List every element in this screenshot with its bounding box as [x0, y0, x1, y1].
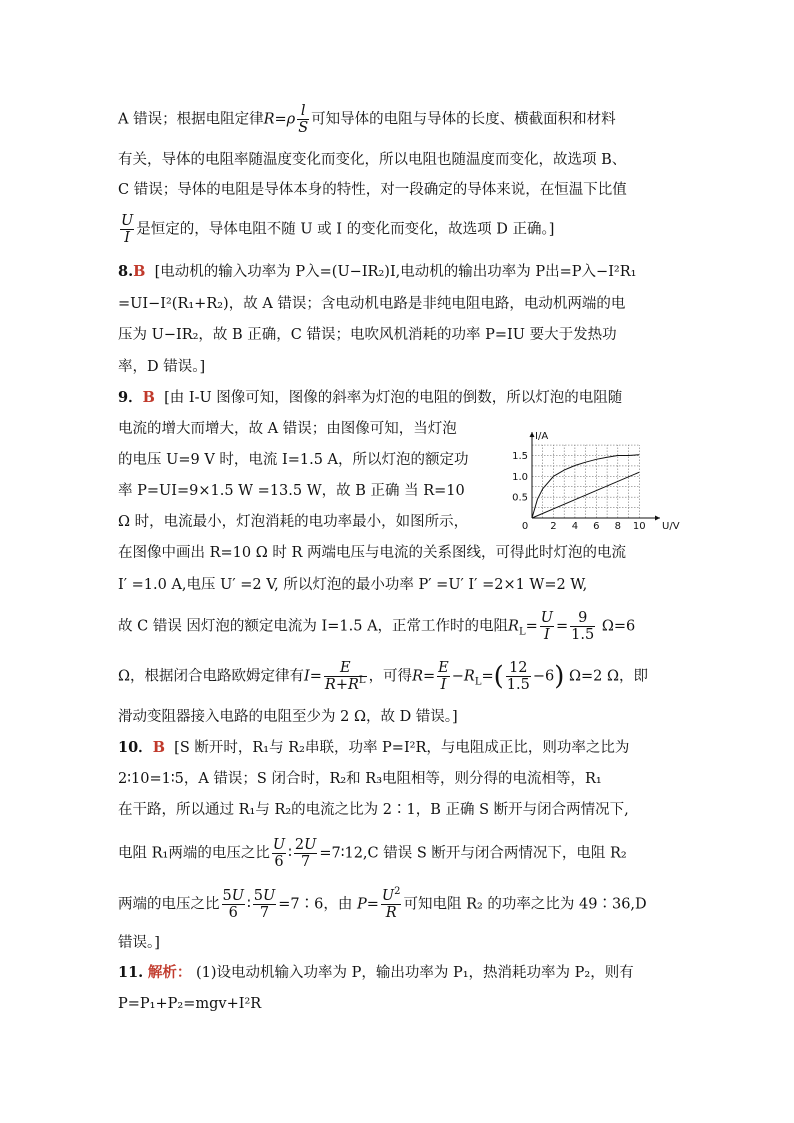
q11-line-1: 11. 解析： (1)设电动机输入功率为 P，输出功率为 P₁，热消耗功率为 P₂，则有: [118, 964, 634, 981]
q8-line-2: =UI−I²(R₁+R₂)，故 A 错误；含电动机电路是非纯电阻电路，电动机两端的电: [118, 296, 626, 312]
q8-line-1: 8.B [电动机的输入功率为 P入=(U−IR₂)I,电动机的输出功率为 P出=P入−I²R₁: [118, 263, 637, 280]
q11-line-2: P=P₁+P₂=mgv+I²R: [118, 996, 262, 1012]
q10-line-1: 10．B [S 断开时，R₁与 R₂串联，功率 P=I²R，与电阻成正比，则功率之比为: [118, 739, 630, 756]
y-tick-label: 1.5: [512, 451, 528, 462]
x-tick-label: 8: [614, 521, 622, 532]
x-tick-label: 6: [593, 521, 600, 532]
q10-line-3: 在干路，所以通过 R₁与 R₂的电流之比为 2∶1，B 正确 S 断开与闭合两情况下,: [118, 802, 629, 818]
q10-line-2: 2∶10=1∶5，A 错误；S 闭合时，R₂和 R₃电阻相等，则分得的电流相等，R₁: [118, 771, 602, 787]
u-over-i-fraction: $\frac{U}{I}$: [121, 213, 134, 246]
q9-line-4: 率 P=UI=9×1.5 W =13.5 W，故 B 正确 当 R=10: [118, 483, 465, 499]
x-tick-label: 0: [521, 521, 529, 532]
q9-line-8: 故 C 错误 因灯泡的额定电流为 I=1.5 A，正常工作时的电阻$R_L=$ $\frac{U}{I}$ = $\frac{9}{1.5}$ Ω=6: [118, 610, 636, 643]
q9-line-3: 的电压 U=9 V 时，电流 I=1.5 A，所以灯泡的额定功: [118, 452, 469, 468]
y-axis-label: I/A: [535, 431, 549, 442]
resistance-formula: $\frac{l}{S}$: [298, 103, 309, 136]
q9-line-6: 在图像中画出 R=10 Ω 时 R 两端电压与电流的关系图线，可得此时灯泡的电流: [118, 545, 627, 561]
q9-line-7: I′ =1.0 A,电压 U′ =2 V, 所以灯泡的最小功率 P′ =U′ I′ =2×1 W=2 W,: [118, 577, 588, 593]
x-axis-arrow: [655, 516, 660, 521]
x-axis-label: U/V: [662, 521, 680, 532]
y-axis-arrow: [530, 432, 535, 437]
q8-line-4: 率，D 错误。]: [118, 359, 206, 375]
iu-chart: [510, 428, 686, 534]
q7-line-4: $\frac{U}{I}$ 是恒定的，导体电阻不随 U 或 I 的变化而变化，故选项 D 正确。]: [121, 213, 555, 246]
x-tick-label: 10: [632, 521, 646, 532]
y-tick-label: 1.0: [512, 471, 528, 483]
x-tick-label: 4: [571, 521, 579, 532]
q9-answer: B: [142, 389, 155, 406]
q9-line-9: Ω，根据闭合电路欧姆定律有I= $\frac{E}{R+R^L}$ ，可得R= $\frac{E}{I}$ $-R_L=$( $\frac{12}{1.5}$ −6) Ω=2 Ω，即: [118, 660, 648, 693]
q8-answer: B: [133, 263, 146, 280]
q8-line-3: 压为 U−IR₂，故 B 正确，C 错误；电吹风机消耗的功率 P=IU 要大于发热功: [118, 327, 617, 343]
analysis-label: 解析：: [147, 964, 192, 981]
q7-line-3: C 错误；导体的电阻是导体本身的特性，对一段确定的导体来说，在恒温下比值: [118, 182, 627, 198]
y-tick-label: 0.5: [512, 492, 528, 504]
q7-line-1: A 错误；根据电阻定律R=ρ $\frac{l}{S}$ 可知导体的电阻与导体的长度、横截面积和材料: [118, 103, 616, 136]
q9-line-1: 9．B [由 I-U 图像可知，图像的斜率为灯泡的电阻的倒数，所以灯泡的电阻随: [118, 389, 623, 406]
q7-line-2: 有关，导体的电阻率随温度变化而变化，所以电阻也随温度而变化，故选项 B、: [118, 152, 627, 168]
x-tick-label: 2: [550, 521, 557, 532]
q10-line-4: 电阻 R₁两端的电压之比 $\frac{U}{6}$ ∶ $\frac{2U}{7}$ =7∶12,C 错误 S 断开与闭合两情况下，电阻 R₂: [118, 837, 627, 870]
q9-line-2: 电流的增大而增大，故 A 错误；由图像可知，当灯泡: [118, 421, 457, 437]
q10-answer: B: [152, 739, 165, 756]
q10-line-6: 错误。]: [118, 935, 160, 951]
q9-line-10: 滑动变阻器接入电路的电阻至少为 2 Ω，故 D 错误。]: [118, 709, 458, 725]
q9-line-5: Ω 时，电流最小，灯泡消耗的电功率最小，如图所示，: [118, 514, 469, 530]
q10-line-5: 两端的电压之比 $\frac{5U}{6}$ ∶ $\frac{5U}{7}$ =7∶6，由 P= $\frac{U^2}{R}$ 可知电阻 R₂ 的功率之比为 49∶36,D: [118, 886, 647, 921]
